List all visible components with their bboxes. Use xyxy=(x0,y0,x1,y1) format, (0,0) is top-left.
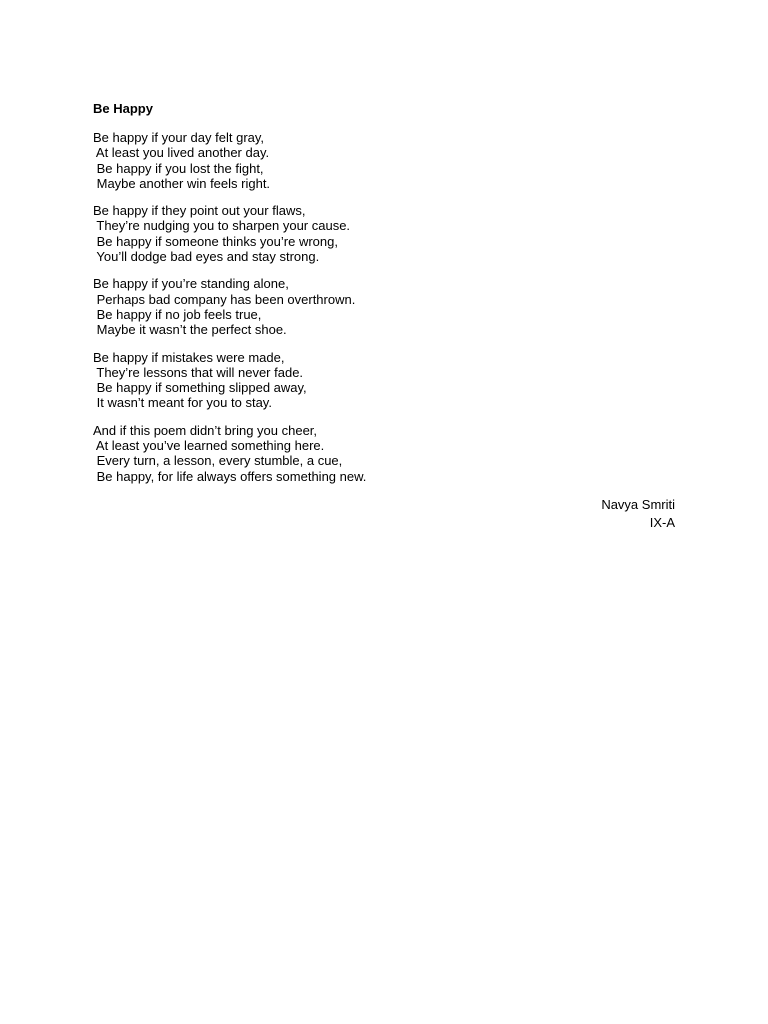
stanza xyxy=(93,350,675,411)
poem-line: Be happy if no job feels true, xyxy=(93,306,262,322)
document-page xyxy=(93,100,675,532)
poem-line: Be happy if your day felt gray, xyxy=(93,130,265,145)
author-name: Navya Smriti xyxy=(601,496,675,512)
poem-line: Be happy if someone thinks you’re wrong, xyxy=(93,233,338,249)
poem-title: Be Happy xyxy=(93,101,153,116)
stanza xyxy=(93,276,675,337)
poem-line: At least you’ve learned something here. xyxy=(93,438,325,454)
stanza xyxy=(93,203,675,264)
poem-line: They’re lessons that will never fade. xyxy=(93,364,304,380)
poem-line: Maybe it wasn’t the perfect shoe. xyxy=(93,322,287,338)
stanza xyxy=(93,130,675,191)
poem-line: Be happy, for life always offers something new. xyxy=(93,468,367,484)
poem-line: Perhaps bad company has been overthrown. xyxy=(93,291,356,307)
poem-line: Be happy if mistakes were made, xyxy=(93,349,285,365)
poem-line: Every turn, a lesson, every stumble, a cue, xyxy=(93,453,343,469)
poem-line: Be happy if they point out your flaws, xyxy=(93,203,306,219)
poem-line: You’ll dodge bad eyes and stay strong. xyxy=(93,249,320,265)
poem-line: Maybe another win feels right. xyxy=(93,175,271,191)
author-class: IX-A xyxy=(649,514,675,530)
poem-line: At least you lived another day. xyxy=(93,145,270,161)
poem-line: Be happy if you lost the fight, xyxy=(93,160,264,176)
poem-line: Be happy if something slipped away, xyxy=(93,380,307,396)
poem-line: Be happy if you’re standing alone, xyxy=(93,276,289,292)
author-signature xyxy=(93,496,675,532)
poem-line: And if this poem didn’t bring you cheer, xyxy=(93,422,318,438)
poem-line: They’re nudging you to sharpen your cause. xyxy=(93,218,351,234)
stanza xyxy=(93,423,675,484)
poem-line: It wasn’t meant for you to stay. xyxy=(93,395,272,411)
